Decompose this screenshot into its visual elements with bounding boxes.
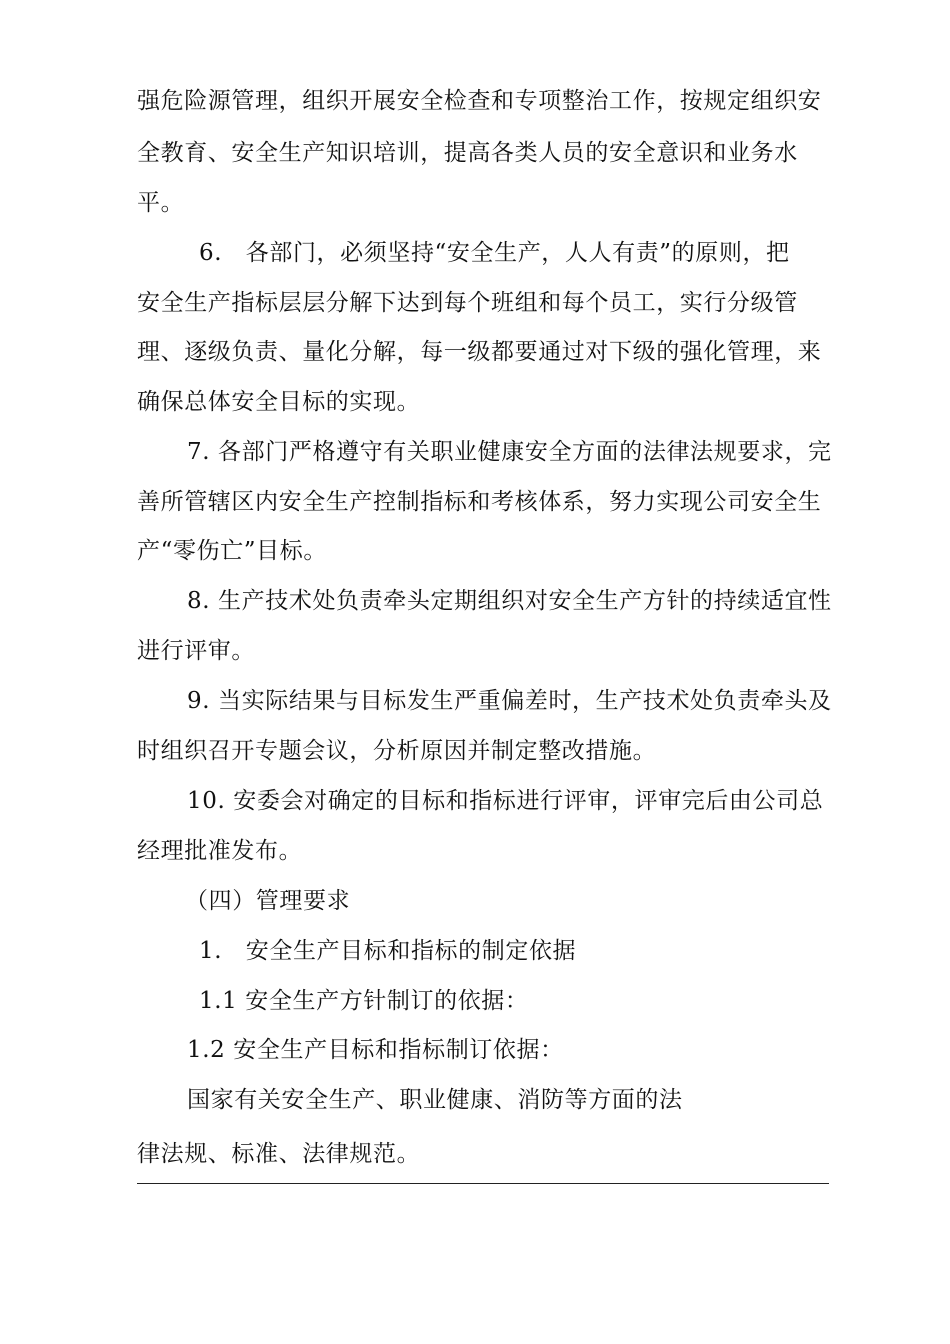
subsection-heading: 1. 安全生产目标和指标的制定依据 [199,938,577,964]
text-line: 安全生产指标层层分解下达到每个班组和每个员工，实行分级管 [137,290,798,316]
text-line: 理、逐级负责、量化分解，每一级都要通过对下级的强化管理，来 [137,339,822,365]
section-heading: （四）管理要求 [185,888,351,914]
text-line: 9. 当实际结果与目标发生严重偏差时，生产技术处负责牵头及 [187,688,832,714]
text-line: 6. 各部门，必须坚持“安全生产，人人有责”的原则，把 [199,240,790,266]
text-line: 善所管辖区内安全生产控制指标和考核体系，努力实现公司安全生 [137,489,822,515]
text-line: 产“零伤亡”目标。 [137,538,327,564]
text-line: 10. 安委会对确定的目标和指标进行评审，评审完后由公司总 [187,788,824,814]
text-line: 1.2 安全生产目标和指标制订依据： [187,1037,564,1063]
text-line: 确保总体安全目标的实现。 [137,389,421,415]
text-line: 进行评审。 [137,638,255,664]
text-line: 1.1 安全生产方针制订的依据： [199,988,529,1014]
text-line: 强危险源管理，组织开展安全检查和专项整治工作，按规定组织安 [137,88,822,114]
text-line: 平。 [137,190,185,216]
text-line: 国家有关安全生产、职业健康、消防等方面的法 [187,1087,683,1113]
text-line: 全教育、安全生产知识培训，提高各类人员的安全意识和业务水 [137,140,798,166]
text-line: 律法规、标准、法律规范。 [137,1141,421,1167]
footer-rule [137,1183,829,1184]
text-line: 7. 各部门严格遵守有关职业健康安全方面的法律法规要求，完 [187,439,832,465]
text-line: 经理批准发布。 [137,838,303,864]
text-line: 时组织召开专题会议，分析原因并制定整改措施。 [137,738,657,764]
text-line: 8. 生产技术处负责牵头定期组织对安全生产方针的持续适宜性 [187,588,832,614]
